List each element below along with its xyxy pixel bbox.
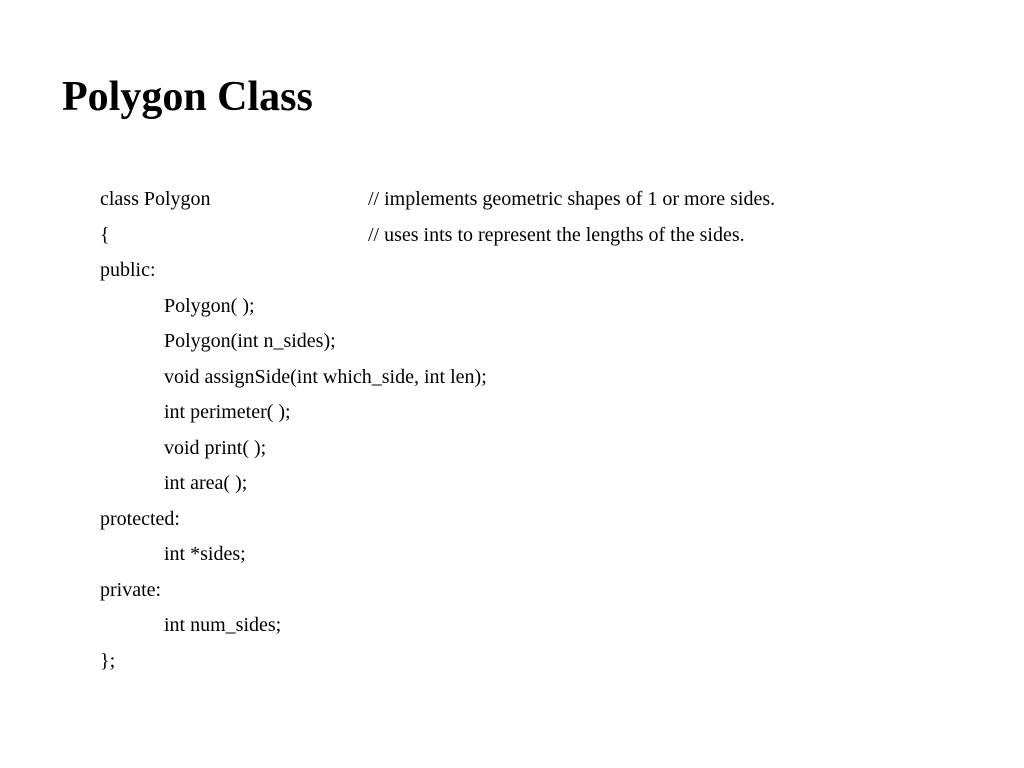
code-line [100,253,1000,289]
code-text: Polygon( ); [164,294,255,317]
code-line [100,644,1000,680]
code-text: int num_sides; [164,614,282,636]
code-line [100,360,1000,396]
code-line [100,502,1000,538]
slide-title: Polygon Class [62,74,313,120]
code-text: int *sides; [164,543,246,565]
code-comment: // implements geometric shapes of 1 or more sides. [368,188,776,210]
access-specifier-public: public: [100,259,156,281]
code-text: Polygon(int n_sides); [164,330,336,352]
code-text: { [100,223,110,246]
access-specifier-protected: protected: [100,507,180,530]
code-line [100,218,1000,254]
code-text: class Polygon [100,188,211,210]
code-text: void print( ); [164,436,267,459]
code-line [100,573,1000,609]
code-line [100,324,1000,360]
access-specifier-private: private: [100,578,162,601]
code-line [100,608,1000,644]
code-line [100,395,1000,431]
code-line [100,182,1000,218]
code-text: void assignSide(int which_side, int len); [164,365,487,388]
code-comment: // uses ints to represent the lengths of the sides. [368,223,745,246]
code-line [100,466,1000,502]
code-line [100,289,1000,325]
code-text: }; [100,649,116,672]
code-line [100,431,1000,467]
code-text: int area( ); [164,472,248,494]
code-line [100,537,1000,573]
code-text: int perimeter( ); [164,401,291,423]
code-block [100,182,1000,679]
